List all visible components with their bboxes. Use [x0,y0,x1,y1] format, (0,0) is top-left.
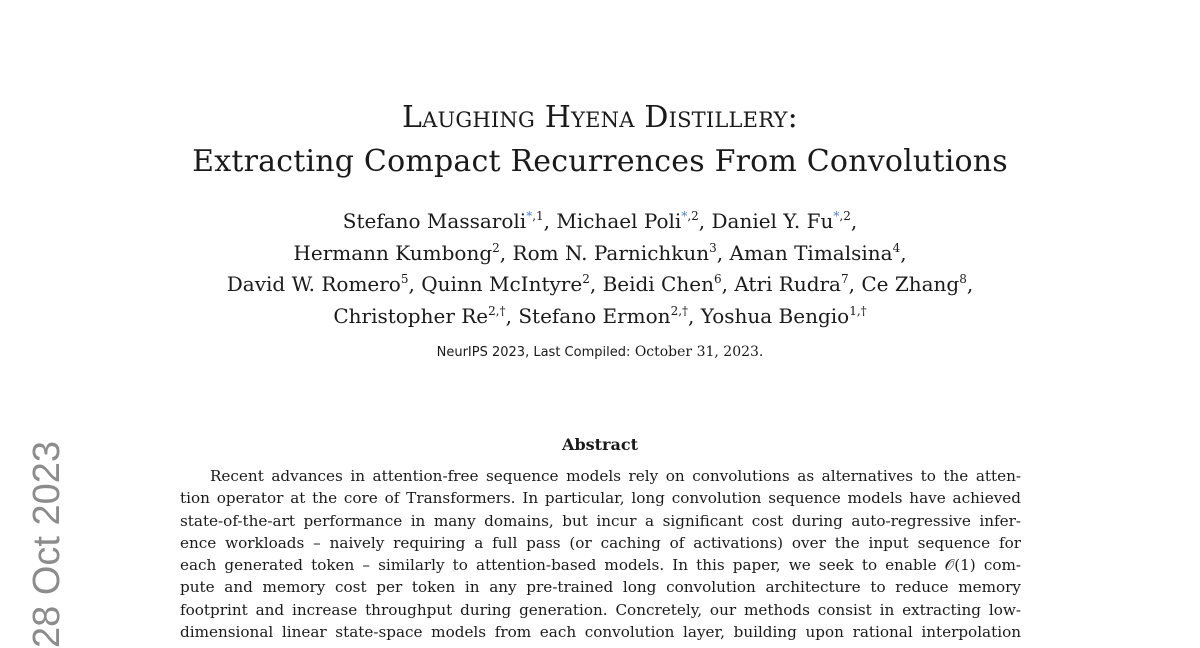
affiliation-mark: 2 [582,272,590,286]
abstract-line: state-of-the-art performance in many domains, but incur a significant cost during auto-regressive infer- [180,511,1021,530]
equal-contribution-mark: * [833,209,840,223]
author-name: David W. Romero [226,272,401,296]
abstract-line: each generated token – similarly to attention-based models. In this paper, we seek to enable 𝒪(1) com- [180,556,1021,575]
paper-title-line-2: Extracting Compact Recurrences From Convolutions [192,144,1008,179]
abstract-line: footprint and increase throughput during generation. Concretely, our methods consist in extracting low- [180,600,1021,619]
paper-title-line-1: Laughing Hyena Distillery: [402,100,798,135]
author-name: Quinn McIntyre [421,272,583,296]
abstract-heading: Abstract [562,435,638,454]
abstract-line: tion operator at the core of Transformers. In particular, long convolution sequence models have achieved [180,489,1021,508]
affiliation-mark: 2,† [488,303,506,318]
affiliation-mark: 4 [892,240,901,255]
author-list [0,207,1200,333]
affiliation-mark: ,2 [687,209,699,223]
author-name: Rom N. Parnichkun [512,240,710,265]
author-name: Hermann Kumbong [293,240,493,265]
affiliation-mark: 1,† [849,303,867,318]
affiliation-mark: 8 [959,272,967,286]
compile-date: October 31, 2023. [634,344,764,360]
affiliation-mark: ,2 [839,209,851,223]
author-line-3: David W. Romero$^5$, Quinn McIntyre$^2$, Beidi Chen$^6$, Atri Rudra$^7$, Ce Zhang$^8$, [226,272,974,296]
author-name: Stefano Massaroli [342,209,527,233]
affiliation-mark: ,1 [532,209,544,223]
author-name: Stefano Ermon [518,303,671,328]
author-line-2: Hermann Kumbong$^2$, Rom N. Parnichkun$^3$, Aman Timalsina$^4$, [293,240,907,265]
abstract-body [180,465,1021,643]
abstract-line: Recent advances in attention-free sequence models rely on convolutions as alternatives to the atten- [210,467,1021,485]
compile-label: NeurIPS 2023, Last Compiled: [436,345,631,360]
compile-note [0,341,1200,364]
affiliation-mark: 2,† [670,303,689,318]
affiliation-mark: 7 [840,272,849,286]
affiliation-mark: 3 [709,240,717,255]
abstract-line: ence workloads – naively requiring a full pass (or caching of activations) over the input sequence for [180,533,1021,552]
equal-contribution-mark: * [681,209,688,223]
affiliation-mark: 6 [713,272,722,286]
author-line-4: Christopher $Re^{2,\dagger}$, Stefano Ermon$^{2,\dagger}$, Yoshua Bengio$^{1,\dagger}$ [333,303,867,328]
author-name: Aman Timalsina [729,240,893,265]
affiliation-mark: 2 [492,240,500,255]
abstract-line: pute and memory cost per token in any pre-trained long convolution architecture to reduce memory [180,578,1021,597]
affiliation-mark: 5 [400,272,409,286]
equal-contribution-mark: * [526,209,533,223]
abstract-line: dimensional linear state-space models from each convolution layer, building upon rational interpolation [180,623,1021,642]
author-name: Ce Zhang [861,272,960,296]
author-name: Michael Poli [556,209,682,233]
author-name: Beidi Chen [602,272,714,296]
author-name: Christopher Re [333,303,489,328]
author-name: Atri Rudra [734,272,841,296]
author-name: Yoshua Bengio [700,303,850,328]
arxiv-date-stamp: 28 Oct 2023 [26,440,68,648]
author-name: Daniel Y. Fu [711,209,834,233]
author-line-1: Stefano Massaroli$^{*,1}$, Michael Poli$^{*,2}$, Daniel Y. $Fu^{*,2}$, [342,209,858,233]
